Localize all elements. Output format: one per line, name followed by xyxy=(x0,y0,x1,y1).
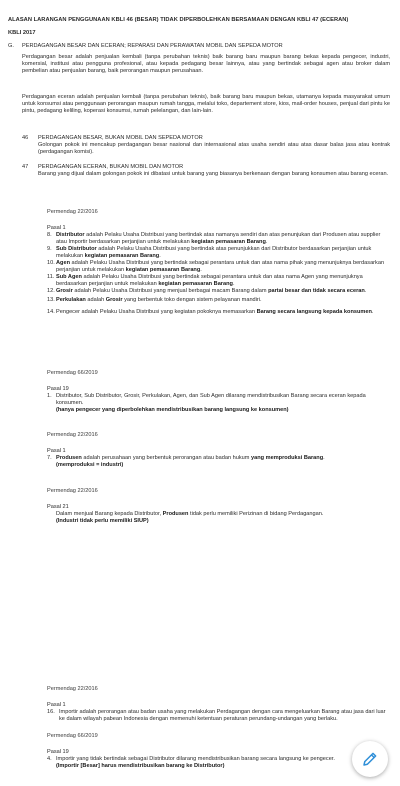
item-number: 11. xyxy=(47,274,55,280)
kbli46-label: PERDAGANGAN BESAR, BUKAN MOBIL DAN SEPEDA MOTOR xyxy=(38,135,203,141)
pasal-label: Pasal 1 xyxy=(47,448,66,454)
item-number: 13. xyxy=(47,297,55,303)
definition-item xyxy=(47,455,392,462)
regulation-heading: Permendag 22/2016 xyxy=(47,432,98,438)
item-tail: . xyxy=(200,267,202,273)
note-text: (hanya pengecer yang diperbolehkan mendistribusikan barang langsung ke konsumen) xyxy=(56,407,289,413)
item-emphasis: Barang secara langsung kepada konsumen xyxy=(256,309,372,315)
kbli46-description: Golongan pokok ini mencakup perdagangan besar nasional dan internasional atas usaha sendiri atau atas dasar balas jasa atau kontrak (perdagangan komisi). xyxy=(38,142,390,155)
item-tail: . xyxy=(371,309,374,315)
regulation-block-6 xyxy=(47,733,359,770)
note-text: (memproduksi = industri) xyxy=(56,462,124,468)
regulation-heading: Permendag 22/2016 xyxy=(47,488,98,494)
definition-item xyxy=(47,274,392,288)
item-term: Grosir xyxy=(56,288,73,294)
item-body: adalah Pelaku Usaha Distribusi yang menjual berbagai macam Barang dalam xyxy=(72,288,269,294)
item-body: adalah Pelaku Usaha Distribusi yang bertindak atas namanya sendiri dan atas penunjukan dari Produsen atau supplier atau Importir berdasarkan perjanjian untuk melakukan xyxy=(56,232,381,245)
item-text: Importir yang tidak bertindak sebagai Distributor dilarang mendistribusikan barang secara langsung ke pengecer. xyxy=(56,756,335,762)
item-text: Distributor, Sub Distributor, Grosir, Perkulakan, Agen, dan Sub Agen dilarang mendistribusikan Barang secara eceran kepada konsumen. xyxy=(56,393,366,406)
item-tail: . xyxy=(159,253,161,259)
item-number: 14. xyxy=(47,309,55,315)
item-text xyxy=(56,297,392,304)
item-number: 8. xyxy=(47,232,52,238)
item-term: Agen xyxy=(56,260,70,266)
item-number: 12. xyxy=(47,288,55,294)
item-emphasis: kegiatan pemasaran Barang xyxy=(125,267,201,273)
pasal-label: Pasal 19 xyxy=(47,386,69,392)
definition-item xyxy=(47,756,359,763)
item-emphasis: kegiatan pemasaran Barang xyxy=(84,253,160,259)
pencil-icon xyxy=(361,750,379,768)
paragraph-retail: Perdagangan eceran adalah penjualan kembali (tanpa perubahan teknis), baik barang baru maupun bekas, utamanya kepada masyarakat umum untuk konsumsi atau penggunaan perorangan maupun rumah tangga, melalui toko, departement store, kios, mail-order houses, penjual dari pintu ke pintu, pedagang keliling, koperasi konsumsi, rumah pelelangan, dan lain-lain. xyxy=(22,94,390,114)
item-number: 16. xyxy=(47,709,55,715)
article-emphasis: Produsen xyxy=(162,511,189,517)
definition-item xyxy=(47,232,392,246)
kbli46-number: 46 xyxy=(22,135,29,141)
item-emphasis: yang memproduksi Barang xyxy=(251,455,324,461)
item-body: adalah Pelaku Usaha Distribusi yang bertindak sebagai perantara untuk dan atas nama Agen yang menunjuknya berdasarkan perjanjian untuk melakukan xyxy=(56,274,363,287)
item-tail: . xyxy=(232,281,235,287)
item-text: Importir adalah perorangan atau badan usaha yang melakukan Perdagangan dengan cara mengeluarkan Barang atau jasa dari luar ke dalam wilayah pabean Indonesia dengan memenuhi ketentuan peraturan perundang-undangan yang berlaku. xyxy=(59,709,386,722)
regulation-heading: Permendag 22/2016 xyxy=(47,209,98,215)
item-text xyxy=(56,309,392,316)
pasal-label: Pasal 1 xyxy=(47,702,66,708)
definition-item xyxy=(47,309,392,316)
item-number: 4. xyxy=(47,756,52,762)
pasal-label: Pasal 1 xyxy=(47,225,66,231)
kbli-version: KBLI 2017 xyxy=(8,30,36,36)
item-term: Produsen xyxy=(56,455,82,461)
kbli47-number: 47 xyxy=(22,164,29,170)
item-text xyxy=(56,455,392,462)
article-text xyxy=(47,511,392,518)
article-body: Dalam menjual Barang kepada Distributor, xyxy=(56,511,163,517)
item-emphasis: Grosir xyxy=(105,297,123,303)
item-text xyxy=(56,288,392,295)
regulation-heading: Permendag 22/2016 xyxy=(47,686,98,692)
regulation-block-5 xyxy=(47,686,392,723)
definition-item xyxy=(47,260,392,274)
item-body: Pengecer adalah Pelaku Usaha Distribusi yang kegiatan pokoknya memasarkan xyxy=(56,309,257,315)
definition-item xyxy=(47,709,392,723)
item-body: adalah Pelaku Usaha Distribusi yang bertindak sebagai perantara untuk dan atas nama pihak yang menunjuknya berdasarkan perjanjian untuk melakukan xyxy=(56,260,385,273)
item-number: 1. xyxy=(47,393,52,399)
item-tail: . xyxy=(265,239,268,245)
item-emphasis: partai besar dan tidak secara eceran xyxy=(268,288,365,294)
item-body: adalah Pelaku Usaha Distribusi yang bertindak atas penunjukkan dari Distributor berdasarkan perjanjian untuk melakukan xyxy=(56,246,372,259)
definition-list xyxy=(47,232,392,316)
regulation-block-2 xyxy=(47,370,392,414)
item-tail: . xyxy=(323,455,325,461)
item-tail: . xyxy=(364,288,367,294)
paragraph-wholesale: Perdagangan besar adalah penjualan kembali (tanpa perubahan teknis) baik barang baru maupun barang bekas kepada pengecer, industri, komersial, institusi atau pengguna profesional, atau kepada pedagang besar lainnya, atau yang bertindak sebagai agen atau broker dalam pembelian atau penjualan barang, baik perorangan maupun perusahaan. xyxy=(22,54,390,74)
item-text xyxy=(56,232,392,246)
item-term: Sub Agen xyxy=(56,274,82,280)
item-body: adalah perusahaan yang berbentuk perorangan atau badan hukum xyxy=(81,455,251,461)
item-emphasis: kegiatan pemasaran Barang xyxy=(158,281,233,287)
item-number: 10. xyxy=(47,260,55,266)
item-term: Sub Distributor xyxy=(56,246,97,252)
pasal-label: Pasal 21 xyxy=(47,504,69,510)
regulation-heading: Permendag 66/2019 xyxy=(47,733,98,739)
item-number: 9. xyxy=(47,246,52,252)
definition-item xyxy=(47,288,392,295)
kbli47-description: Barang yang dijual dalam golongan pokok ini dibatasi untuk barang yang biasanya berkenaan dengan barang konsumen atau barang eceran. xyxy=(38,171,389,177)
regulation-block-1 xyxy=(47,209,392,316)
edit-button[interactable] xyxy=(352,741,388,777)
item-number: 7. xyxy=(47,455,52,461)
item-emphasis: kegiatan pemasaran Barang xyxy=(191,239,266,245)
item-text xyxy=(56,246,392,260)
regulation-block-4 xyxy=(47,488,392,525)
item-body: adalah xyxy=(85,297,106,303)
definition-item xyxy=(47,297,392,304)
kbli47-entry xyxy=(22,164,390,178)
item-term: Distributor xyxy=(56,232,85,238)
section-letter: G. xyxy=(8,43,14,49)
kbli47-label: PERDAGANGAN ECERAN, BUKAN MOBIL DAN MOTOR xyxy=(38,164,184,170)
item-text xyxy=(56,260,392,274)
item-text xyxy=(56,274,392,288)
article-tail: tidak perlu memiliki Perizinan di bidang Perdagangan. xyxy=(188,511,324,517)
kbli46-entry xyxy=(22,135,390,156)
regulation-heading: Permendag 66/2019 xyxy=(47,370,98,376)
note-text: (Industri tidak perlu memiliki SIUP) xyxy=(56,518,149,524)
regulation-block-3 xyxy=(47,432,392,469)
definition-item xyxy=(47,246,392,260)
section-label: PERDAGANGAN BESAR DAN ECERAN; REPARASI DAN PERAWATAN MOBIL DAN SEPEDA MOTOR xyxy=(22,43,283,49)
item-tail: yang berbentuk toko dengan sistem pelayanan mandiri. xyxy=(122,297,262,303)
note-text: (Importir [Besar] harus mendistribusikan barang ke Distributor) xyxy=(56,763,225,769)
item-term: Perkulakan xyxy=(56,297,86,303)
pasal-label: Pasal 19 xyxy=(47,749,69,755)
document-title: ALASAN LARANGAN PENGGUNAAN KBLI 46 (BESAR) TIDAK DIPERBOLEHKAN BERSAMAAN DENGAN KBLI 47 (ECERAN) xyxy=(8,17,349,23)
definition-item xyxy=(47,393,392,407)
section-heading xyxy=(8,43,388,50)
